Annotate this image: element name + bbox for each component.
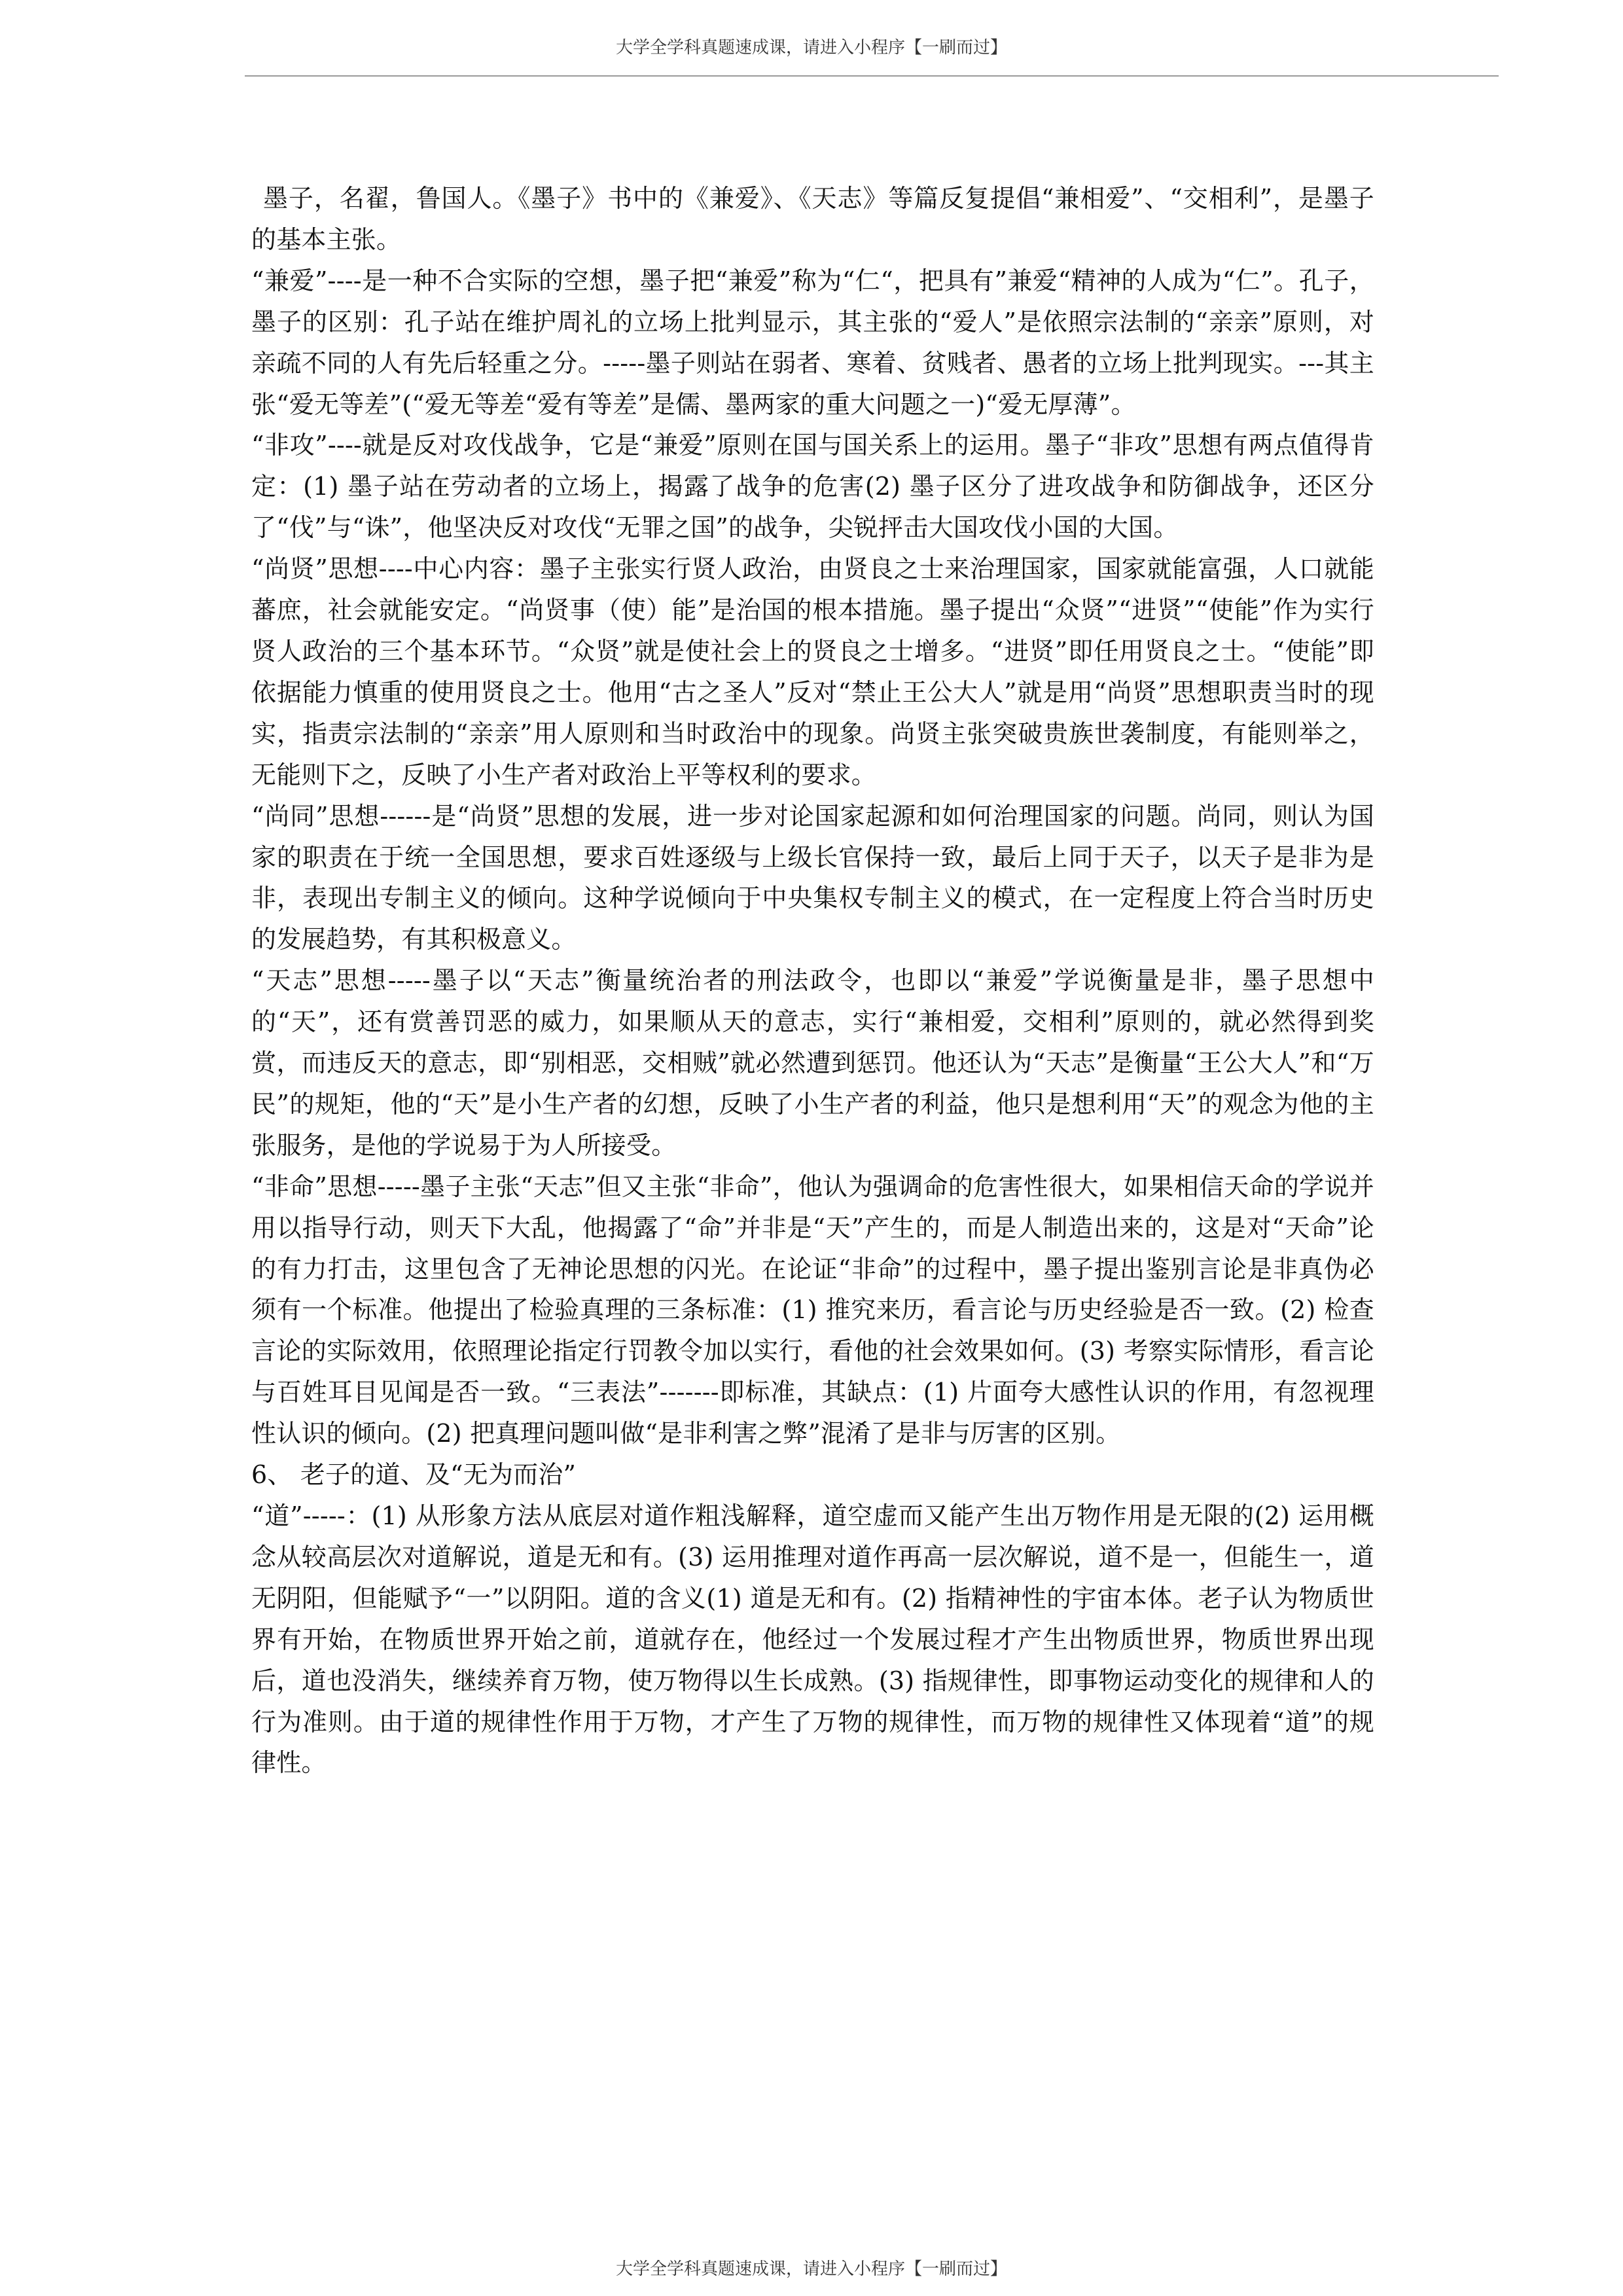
document-body [251,178,1374,1784]
section-heading-laozi: 6、 老子的道、及“无为而治” [251,1460,577,1490]
paragraph-feiming: “非命”思想-----墨子主张“天志”但又主张“非命”，他认为强调命的危害性很大，如果相信天命的学说并用以指导行动，则天下大乱，他揭露了“命”并非是“天”产生的，而是人制造出来的，这是对“天命”论的有力打击，这里包含了无神论思想的闪光。在论证“非命”的过程中，墨子提出鉴别言论是非真伪必须有一个标准。他提出了检验真理的三条标准：(1) 推究来历，看言论与历史经验是否一致。(2) 检查言论的实际效用，依照理论指定行罚教令加以实行，看他的社会效果如何。(3) 考察实际情形，看言论与百姓耳目见闻是否一致。“三表法”-------即标准，其缺点：(1) 片面夸大感性认识的作用，有忽视理性认识的倾向。(2) 把真理问题叫做“是非利害之弊”混淆了是非与厉害的区别。 [251,1172,1374,1448]
page-footer: 大学全学科真题速成课，请进入小程序【一刷而过】 [615,2259,1007,2279]
paragraph-feigong: “非攻”----就是反对攻伐战争，它是“兼爱”原则在国与国关系上的运用。墨子“非攻”思想有两点值得肯定：(1) 墨子站在劳动者的立场上，揭露了战争的危害(2) 墨子区分了进攻战争和防御战争，还区分了“伐”与“诛”，他坚决反对攻伐“无罪之国”的战争，尖锐抨击大国攻伐小国的大国。 [251,431,1374,543]
paragraph-mozi-intro: 墨子，名翟，鲁国人。《墨子》书中的《兼爱》、《天志》等篇反复提倡“兼相爱”、“交相利”，是墨子的基本主张。 [251,184,1374,254]
paragraph-jianai: “兼爱”----是一种不合实际的空想，墨子把“兼爱”称为“仁“，把具有”兼爱“精神的人成为“仁”。孔子，墨子的区别：孔子站在维护周礼的立场上批判显示，其主张的“爱人”是依照宗法制的“亲亲”原则，对亲疏不同的人有先后轻重之分。-----墨子则站在弱者、寒着、贫贱者、愚者的立场上批判现实。---其主张“爱无等差”(“爱无等差“爱有等差”是儒、墨两家的重大问题之一)“爱无厚薄”。 [251,266,1374,419]
paragraph-tianzhi: “天志”思想-----墨子以“天志”衡量统治者的刑法政令，也即以“兼爱”学说衡量是非，墨子思想中的“天”，还有赏善罚恶的威力，如果顺从天的意志，实行“兼相爱，交相利”原则的，就必然得到奖赏，而违反天的意志，即“别相恶，交相贼”就必然遭到惩罚。他还认为“天志”是衡量“王公大人”和“万民”的规矩，他的“天”是小生产者的幻想，反映了小生产者的利益，他只是想利用“天”的观念为他的主张服务，是他的学说易于为人所接受。 [251,966,1374,1160]
paragraph-shangxian: “尚贤”思想----中心内容：墨子主张实行贤人政治，由贤良之士来治理国家，国家就能富强，人口就能蕃庶，社会就能安定。“尚贤事（使）能”是治国的根本措施。墨子提出“众贤”“进贤”“使能”作为实行贤人政治的三个基本环节。“众贤”就是使社会上的贤良之士增多。“进贤”即任用贤良之士。“使能”即依据能力慎重的使用贤良之士。他用“古之圣人”反对“禁止王公大人”就是用“尚贤”思想职责当时的现实，指责宗法制的“亲亲”用人原则和当时政治中的现象。尚贤主张突破贵族世袭制度，有能则举之，无能则下之，反映了小生产者对政治上平等权利的要求。 [251,554,1374,789]
paragraph-dao: “道”-----：(1) 从形象方法从底层对道作粗浅解释，道空虚而又能产生出万物作用是无限的(2) 运用概念从较高层次对道解说，道是无和有。(3) 运用推理对道作再高一层次解说，道不是一，但能生一，道无阴阳，但能赋予“一”以阴阳。道的含义(1) 道是无和有。(2) 指精神性的宇宙本体。老子认为物质世界有开始，在物质世界开始之前，道就存在，他经过一个发展过程才产生出物质世界，物质世界出现后，道也没消失，继续养育万物，使万物得以生长成熟。(3) 指规律性，即事物运动变化的规律和人的行为准则。由于道的规律性作用于万物，才产生了万物的规律性，而万物的规律性又体现着“道”的规律性。 [251,1501,1374,1778]
paragraph-shangtong: “尚同”思想------是“尚贤”思想的发展，进一步对论国家起源和如何治理国家的问题。尚同，则认为国家的职责在于统一全国思想，要求百姓逐级与上级长官保持一致，最后上同于天子，以天子是非为是非，表现出专制主义的倾向。这种学说倾向于中央集权专制主义的模式，在一定程度上符合当时历史的发展趋势，有其积极意义。 [251,801,1374,954]
header-divider [245,75,1499,77]
page-header: 大学全学科真题速成课，请进入小程序【一刷而过】 [615,38,1007,58]
